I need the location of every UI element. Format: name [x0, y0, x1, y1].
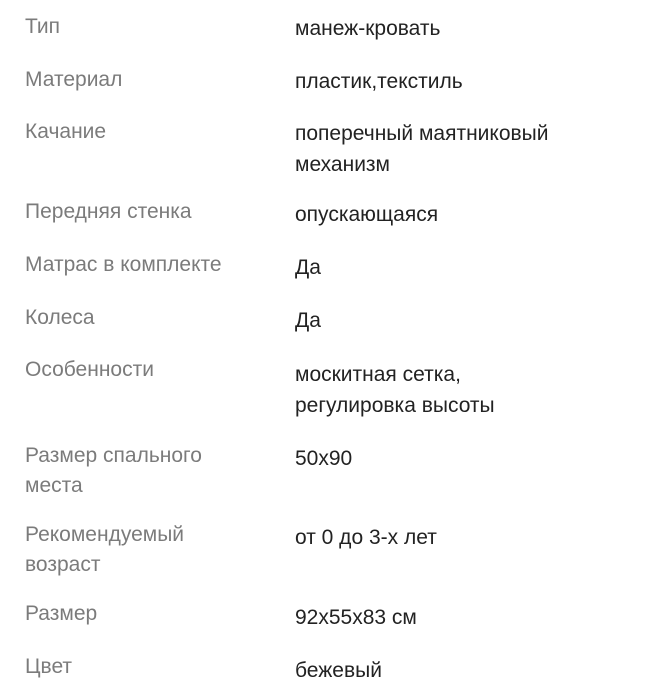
spec-value-line: опускающаяся: [295, 203, 439, 226]
spec-value: [295, 252, 635, 283]
spec-label-line: Тип: [25, 15, 61, 38]
spec-label: [25, 441, 280, 501]
spec-value: [295, 655, 635, 686]
spec-value-line: москитная сетка,: [295, 363, 461, 386]
spec-value-line: Да: [295, 256, 321, 279]
spec-label: [25, 599, 280, 629]
spec-value-line: регулировка высоты: [295, 394, 495, 417]
spec-value-line: манеж-кровать: [295, 17, 441, 40]
spec-label-line: Матрас в комплекте: [25, 253, 222, 276]
spec-label: [25, 355, 280, 385]
spec-label-line: Колеса: [25, 306, 95, 329]
spec-label: [25, 303, 280, 333]
spec-label: [25, 520, 280, 580]
spec-label-line: Передняя стенка: [25, 200, 192, 223]
spec-value-line: от 0 до 3-х лет: [295, 526, 437, 549]
spec-label-line: Качание: [25, 120, 107, 143]
spec-value: [295, 522, 635, 553]
spec-label: [25, 117, 280, 147]
spec-label: [25, 652, 280, 682]
spec-label: [25, 197, 280, 227]
spec-value-line: 92x55x83 см: [295, 606, 417, 629]
spec-value-line: механизм: [295, 153, 390, 176]
spec-label-line: Размер спального: [25, 444, 202, 467]
spec-label-line: Материал: [25, 68, 123, 91]
spec-value: [295, 118, 635, 180]
spec-label-line: Рекомендуемый: [25, 523, 185, 546]
spec-label-line: Размер: [25, 602, 98, 625]
spec-value: [295, 359, 635, 421]
spec-label-line: возраст: [25, 553, 101, 576]
spec-label: [25, 65, 280, 95]
spec-label-line: Цвет: [25, 655, 73, 678]
spec-label-line: места: [25, 474, 83, 497]
spec-value: [295, 66, 635, 97]
spec-value: [295, 305, 635, 336]
spec-value-line: пластик,текстиль: [295, 70, 463, 93]
spec-label-line: Особенности: [25, 358, 154, 381]
spec-value: [295, 602, 635, 633]
spec-value: [295, 13, 635, 44]
spec-value-line: Да: [295, 309, 321, 332]
spec-value-line: 50x90: [295, 447, 353, 470]
spec-value: [295, 199, 635, 230]
spec-value: [295, 443, 635, 474]
spec-label: [25, 250, 280, 280]
spec-label: [25, 12, 280, 42]
spec-value-line: бежевый: [295, 659, 382, 682]
spec-value-line: поперечный маятниковый: [295, 122, 549, 145]
